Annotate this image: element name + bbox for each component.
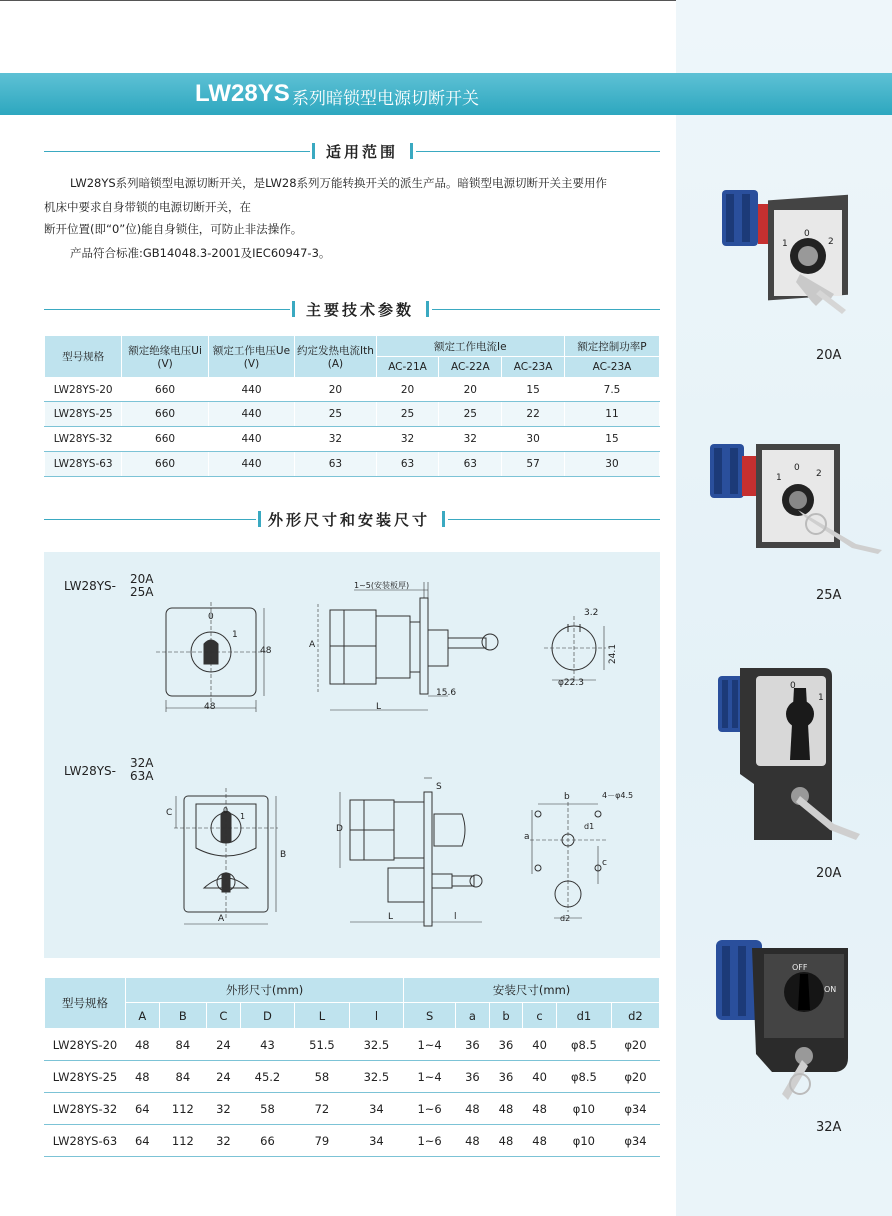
intro-line-1: LW28YS系列暗锁型电源切断开关，是LW28系列万能转换开关的派生产品。暗锁型电源切断开关主要用作: [70, 176, 608, 190]
cell: 660: [122, 378, 208, 402]
cell: 63: [295, 452, 376, 477]
th-col: c: [523, 1003, 557, 1029]
dim-label-A: A: [309, 640, 316, 650]
dim-label-22-3: φ22.3: [558, 678, 584, 688]
cell: LW28YS-20: [45, 1029, 126, 1061]
cell: 25: [439, 402, 502, 427]
cell: 660: [122, 402, 208, 427]
cell: 660: [122, 427, 208, 452]
dim-label-c: c: [602, 858, 607, 868]
cell: LW28YS-32: [45, 1093, 126, 1125]
dial-1-pos-b: 0: [804, 229, 810, 239]
section-scope-header: [44, 141, 660, 161]
drawing-model-2-b: 63A: [130, 769, 154, 783]
cell: 72: [295, 1093, 349, 1125]
drawing-model-2-a: 32A: [130, 756, 154, 770]
cell: 30: [564, 452, 659, 477]
cell: 32.5: [349, 1061, 403, 1093]
cell: 66: [240, 1125, 294, 1157]
cell: LW28YS-25: [45, 1061, 126, 1093]
cell: 30: [502, 427, 565, 452]
drawing-model-2: LW28YS-: [64, 764, 116, 778]
dim-label-L: L: [376, 702, 382, 712]
th-ui: 额定绝缘电压Ui (V): [122, 336, 208, 378]
th-sub: AC-21A: [376, 357, 439, 378]
cell: 32: [207, 1093, 241, 1125]
th-p: 额定控制功率P: [564, 336, 659, 357]
cell: 79: [295, 1125, 349, 1157]
cell: 20: [376, 378, 439, 402]
dial-2-pos-c: 2: [816, 469, 822, 479]
cell: LW28YS-63: [45, 1125, 126, 1157]
cell: 48: [126, 1061, 160, 1093]
cell: 11: [564, 402, 659, 427]
cell: 32.5: [349, 1029, 403, 1061]
cell: 32: [376, 427, 439, 452]
th-sub: AC-23A: [502, 357, 565, 378]
cell: 48: [489, 1125, 523, 1157]
table-row: [45, 1093, 660, 1125]
dim-label-a: a: [524, 832, 530, 842]
cell: 48: [456, 1125, 490, 1157]
cell: 440: [208, 402, 294, 427]
dim-label-d1: d1: [584, 822, 595, 831]
cell: 40: [523, 1061, 557, 1093]
dim-label-d2: d2: [560, 914, 571, 923]
dimension-drawings: [44, 552, 660, 958]
product-photo-3: [714, 664, 864, 850]
th-col: D: [240, 1003, 294, 1029]
cell: 1~6: [404, 1125, 456, 1157]
cell: φ10: [556, 1093, 611, 1125]
cell: 25: [295, 402, 376, 427]
cell: φ20: [611, 1029, 659, 1061]
cell: 25: [376, 402, 439, 427]
cell: 36: [456, 1029, 490, 1061]
dial-4-pos-b: ON: [824, 985, 837, 994]
cell: φ8.5: [556, 1061, 611, 1093]
th-col: d1: [556, 1003, 611, 1029]
cell: 58: [295, 1061, 349, 1093]
th-col: C: [207, 1003, 241, 1029]
table-row: [45, 452, 660, 477]
section-params-title: 主要技术参数: [306, 301, 415, 319]
dial-1-pos-c: 2: [828, 237, 834, 247]
dim-label-48-bottom: 48: [204, 702, 216, 712]
cell: 32: [439, 427, 502, 452]
cell: 57: [502, 452, 565, 477]
th-col: b: [489, 1003, 523, 1029]
dim-label-b: b: [564, 792, 570, 802]
cell: 45.2: [240, 1061, 294, 1093]
dim-label-S: S: [436, 782, 442, 792]
cell: 48: [523, 1125, 557, 1157]
product-photo-1: [716, 174, 856, 344]
section-dims-header: [44, 509, 660, 529]
th-model: 型号规格: [45, 336, 122, 378]
th-model: 型号规格: [45, 978, 126, 1029]
technical-drawing-area: [44, 552, 660, 958]
th-mount: 安装尺寸(mm): [404, 978, 660, 1003]
drawing-model-1-a: 20A: [130, 572, 154, 586]
cell: φ8.5: [556, 1029, 611, 1061]
product-caption-2: 25A: [816, 588, 842, 603]
table-row: [45, 427, 660, 452]
dim-label-4-holes: 4－φ4.5: [602, 791, 634, 800]
th-outer: 外形尺寸(mm): [126, 978, 404, 1003]
cell: LW28YS-25: [45, 402, 122, 427]
th-col: L: [295, 1003, 349, 1029]
tech-params-table: [44, 335, 660, 477]
dim-label-D: D: [336, 824, 343, 834]
cell: 48: [126, 1029, 160, 1061]
cell: 84: [159, 1029, 207, 1061]
cell: 440: [208, 427, 294, 452]
cell: 84: [159, 1061, 207, 1093]
dim-label-A2: A: [218, 914, 225, 924]
cell: 34: [349, 1125, 403, 1157]
th-sub: AC-22A: [439, 357, 502, 378]
cell: 48: [456, 1093, 490, 1125]
cell: φ10: [556, 1125, 611, 1157]
th-ie: 额定工作电流Ie: [376, 336, 564, 357]
section-params-header: [44, 299, 660, 319]
table-row: [45, 1125, 660, 1157]
cell: 7.5: [564, 378, 659, 402]
cell: 36: [456, 1061, 490, 1093]
table-row: [45, 402, 660, 427]
section-dims-title: 外形尺寸和安装尺寸: [268, 511, 431, 529]
cell: 51.5: [295, 1029, 349, 1061]
th-col: B: [159, 1003, 207, 1029]
cell: 34: [349, 1093, 403, 1125]
product-caption-3: 20A: [816, 866, 842, 881]
dim-label-24-1: 24.1: [608, 644, 618, 665]
dial-3-pos-a: 0: [790, 681, 796, 691]
dim-label-C: C: [166, 808, 173, 818]
cell: 112: [159, 1125, 207, 1157]
dial-4-pos-a: OFF: [792, 963, 808, 972]
cell: 58: [240, 1093, 294, 1125]
drawing-model-1: LW28YS-: [64, 579, 116, 593]
cell: φ20: [611, 1061, 659, 1093]
cell: 64: [126, 1125, 160, 1157]
cell: 24: [207, 1029, 241, 1061]
intro-line-2: 机床中要求自身带锁的电源切断开关，在: [44, 200, 251, 214]
intro-line-4: 产品符合标准:GB14048.3-2001及IEC60947-3。: [70, 246, 331, 260]
cell: LW28YS-63: [45, 452, 122, 477]
cell: 36: [489, 1029, 523, 1061]
intro-line-3: 断开位置(即“0”位)能自身锁住，可防止非法操作。: [44, 222, 303, 236]
cell: 440: [208, 378, 294, 402]
cell: 22: [502, 402, 565, 427]
cell: 20: [295, 378, 376, 402]
title-model: LW28YS: [195, 80, 290, 107]
title-subtitle: 系列暗锁型电源切断开关: [292, 89, 479, 109]
cell: 660: [122, 452, 208, 477]
cell: 32: [207, 1125, 241, 1157]
dial-2-pos-b: 0: [794, 463, 800, 473]
dim-label-L2: L: [388, 912, 394, 922]
cell: 20: [439, 378, 502, 402]
dim-label-0b: 0: [223, 806, 229, 815]
cell: 24: [207, 1061, 241, 1093]
dial-3-pos-b: 1: [818, 693, 824, 703]
table-row: [45, 1029, 660, 1061]
cell: 15: [564, 427, 659, 452]
cell: LW28YS-20: [45, 378, 122, 402]
cell: 1~4: [404, 1061, 456, 1093]
dim-label-1: 1: [232, 630, 238, 640]
cell: 32: [295, 427, 376, 452]
cell: 112: [159, 1093, 207, 1125]
cell: LW28YS-32: [45, 427, 122, 452]
product-caption-1: 20A: [816, 348, 842, 363]
cell: 43: [240, 1029, 294, 1061]
th-col: d2: [611, 1003, 659, 1029]
table-row: [45, 1061, 660, 1093]
dim-label-15-6: 15.6: [436, 688, 457, 698]
cell: 40: [523, 1029, 557, 1061]
cell: 63: [376, 452, 439, 477]
cell: 48: [489, 1093, 523, 1125]
th-ue: 额定工作电压Ue (V): [208, 336, 294, 378]
dimension-table: [44, 977, 660, 1157]
product-caption-4: 32A: [816, 1120, 842, 1135]
dim-label-3-2: 3.2: [584, 608, 599, 618]
cell: 64: [126, 1093, 160, 1125]
dim-label-48-right: 48: [260, 646, 272, 656]
drawing-model-1-b: 25A: [130, 585, 154, 599]
cell: 1~4: [404, 1029, 456, 1061]
dim-label-l: l: [454, 912, 457, 922]
side-view-1-body: [330, 610, 376, 684]
title-bar: [0, 73, 892, 115]
th-col: a: [456, 1003, 490, 1029]
product-photo-2: [706, 434, 886, 574]
cell: φ34: [611, 1125, 659, 1157]
cell: 36: [489, 1061, 523, 1093]
th-ith: 约定发热电流Ith (A): [295, 336, 376, 378]
cell: 63: [439, 452, 502, 477]
dim-label-0: 0: [208, 612, 214, 622]
dim-label-mount-thickness: 1~5(安装板厚): [354, 581, 410, 590]
dim-label-B: B: [280, 850, 287, 860]
cell: 440: [208, 452, 294, 477]
th-col: S: [404, 1003, 456, 1029]
cell: 15: [502, 378, 565, 402]
th-sub: AC-23A: [564, 357, 659, 378]
product-photo-4: [712, 934, 862, 1120]
cell: φ34: [611, 1093, 659, 1125]
section-scope-title: 适用范围: [326, 143, 399, 161]
dim-label-1b: 1: [240, 812, 246, 821]
dial-2-pos-a: 1: [776, 473, 782, 483]
table-row: [45, 378, 660, 402]
th-col: A: [126, 1003, 160, 1029]
dial-1-pos-a: 1: [782, 239, 788, 249]
cell: 48: [523, 1093, 557, 1125]
cell: 1~6: [404, 1093, 456, 1125]
th-col: l: [349, 1003, 403, 1029]
